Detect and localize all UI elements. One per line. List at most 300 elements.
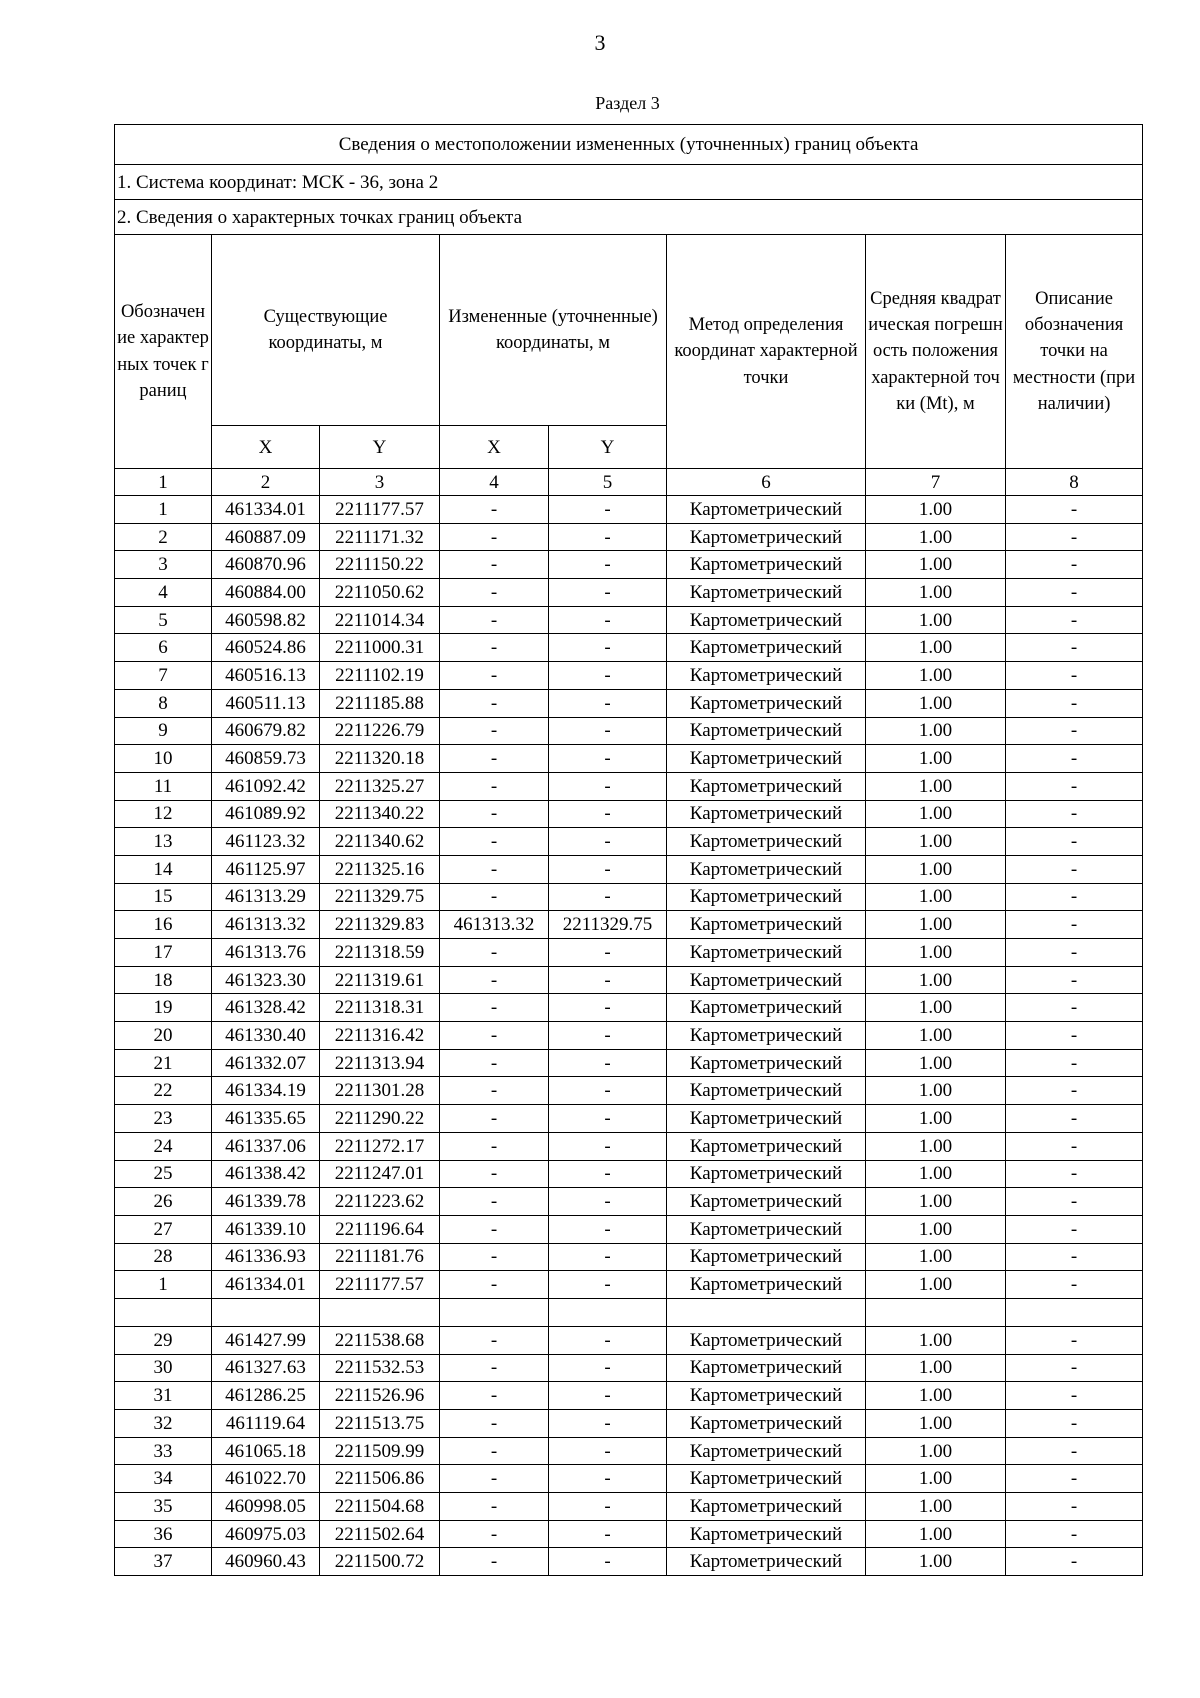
cell-existing-y: 2211000.31 bbox=[320, 634, 440, 662]
cell-description: - bbox=[1006, 1132, 1143, 1160]
cell-changed-x: - bbox=[440, 1077, 549, 1105]
header-designation: Обозначение характерных точек границ bbox=[115, 235, 212, 469]
cell-changed-y: - bbox=[549, 883, 667, 911]
cell-point-id: 14 bbox=[115, 855, 212, 883]
cell-description: - bbox=[1006, 883, 1143, 911]
cell-existing-y: 2211325.27 bbox=[320, 772, 440, 800]
cell-point-id: 15 bbox=[115, 883, 212, 911]
cell-existing-x: 460870.96 bbox=[212, 551, 320, 579]
cell-point-id: 20 bbox=[115, 1022, 212, 1050]
cell-existing-x: 461339.78 bbox=[212, 1188, 320, 1216]
cell-existing-x: 460598.82 bbox=[212, 606, 320, 634]
cell-changed-y: - bbox=[549, 1354, 667, 1382]
cell-method: Картометрический bbox=[667, 745, 866, 773]
cell-error: 1.00 bbox=[866, 1354, 1006, 1382]
cell-changed-x: - bbox=[440, 1548, 549, 1576]
cell-existing-x: 461123.32 bbox=[212, 828, 320, 856]
cell-existing-x: 461330.40 bbox=[212, 1022, 320, 1050]
cell-changed-x: - bbox=[440, 1326, 549, 1354]
cell-description: - bbox=[1006, 1077, 1143, 1105]
cell-description: - bbox=[1006, 662, 1143, 690]
cell-existing-y: 2211226.79 bbox=[320, 717, 440, 745]
cell-method: Картометрический bbox=[667, 523, 866, 551]
cell-error: 1.00 bbox=[866, 551, 1006, 579]
cell-existing-y: 2211509.99 bbox=[320, 1437, 440, 1465]
cell-existing-y: 2211329.83 bbox=[320, 911, 440, 939]
cell-changed-x bbox=[440, 1298, 549, 1326]
cell-description: - bbox=[1006, 1271, 1143, 1299]
cell-existing-x: 461286.25 bbox=[212, 1382, 320, 1410]
column-number-row bbox=[115, 469, 1143, 496]
cell-changed-y: - bbox=[549, 994, 667, 1022]
cell-changed-y: - bbox=[549, 1326, 667, 1354]
cell-point-id: 23 bbox=[115, 1105, 212, 1133]
cell-description: - bbox=[1006, 1493, 1143, 1521]
cell-method: Картометрический bbox=[667, 1160, 866, 1188]
cell-changed-y: - bbox=[549, 828, 667, 856]
cell-error: 1.00 bbox=[866, 883, 1006, 911]
cell-method: Картометрический bbox=[667, 1326, 866, 1354]
cell-changed-y: - bbox=[549, 1160, 667, 1188]
points-info-heading: 2. Сведения о характерных точках границ объекта bbox=[115, 200, 1143, 235]
cell-point-id: 12 bbox=[115, 800, 212, 828]
cell-existing-y: 2211318.59 bbox=[320, 939, 440, 967]
header-changed-coords: Измененные (уточненные) координаты, м bbox=[440, 235, 667, 426]
cell-error: 1.00 bbox=[866, 662, 1006, 690]
cell-point-id: 32 bbox=[115, 1410, 212, 1438]
cell-method: Картометрический bbox=[667, 1188, 866, 1216]
cell-existing-x: 461323.30 bbox=[212, 966, 320, 994]
header-description: Описание обозначения точки на местности (при наличии) bbox=[1006, 235, 1143, 469]
cell-existing-x: 461427.99 bbox=[212, 1326, 320, 1354]
cell-error: 1.00 bbox=[866, 496, 1006, 524]
cell-changed-x: - bbox=[440, 772, 549, 800]
cell-existing-y: 2211340.22 bbox=[320, 800, 440, 828]
cell-existing-y: 2211272.17 bbox=[320, 1132, 440, 1160]
cell-description bbox=[1006, 1298, 1143, 1326]
cell-method: Картометрический bbox=[667, 1548, 866, 1576]
cell-changed-y: - bbox=[549, 1410, 667, 1438]
cell-method: Картометрический bbox=[667, 1493, 866, 1521]
table-row bbox=[115, 772, 1143, 800]
cell-existing-y bbox=[320, 1298, 440, 1326]
cell-point-id: 29 bbox=[115, 1326, 212, 1354]
cell-changed-y: - bbox=[549, 855, 667, 883]
table-row bbox=[115, 1105, 1143, 1133]
cell-description: - bbox=[1006, 717, 1143, 745]
cell-method: Картометрический bbox=[667, 772, 866, 800]
column-number: 6 bbox=[667, 469, 866, 496]
cell-description: - bbox=[1006, 911, 1143, 939]
cell-description: - bbox=[1006, 800, 1143, 828]
table-row bbox=[115, 1243, 1143, 1271]
cell-description: - bbox=[1006, 1022, 1143, 1050]
cell-changed-x: - bbox=[440, 662, 549, 690]
cell-changed-x: - bbox=[440, 634, 549, 662]
cell-error: 1.00 bbox=[866, 855, 1006, 883]
cell-existing-x: 461339.10 bbox=[212, 1215, 320, 1243]
cell-method: Картометрический bbox=[667, 1243, 866, 1271]
header-changed-y: Y bbox=[549, 426, 667, 469]
cell-method: Картометрический bbox=[667, 1465, 866, 1493]
header-changed-x: X bbox=[440, 426, 549, 469]
cell-description: - bbox=[1006, 1049, 1143, 1077]
cell-error: 1.00 bbox=[866, 828, 1006, 856]
cell-point-id: 16 bbox=[115, 911, 212, 939]
cell-changed-y: - bbox=[549, 717, 667, 745]
cell-description: - bbox=[1006, 1105, 1143, 1133]
cell-existing-x: 460511.13 bbox=[212, 689, 320, 717]
cell-method: Картометрический bbox=[667, 994, 866, 1022]
cell-existing-y: 2211340.62 bbox=[320, 828, 440, 856]
cell-method: Картометрический bbox=[667, 1077, 866, 1105]
cell-method bbox=[667, 1298, 866, 1326]
cell-changed-x: - bbox=[440, 579, 549, 607]
cell-existing-y: 2211185.88 bbox=[320, 689, 440, 717]
cell-method: Картометрический bbox=[667, 939, 866, 967]
cell-changed-x: - bbox=[440, 1132, 549, 1160]
cell-existing-y: 2211538.68 bbox=[320, 1326, 440, 1354]
table-row bbox=[115, 1132, 1143, 1160]
boundary-points-table bbox=[114, 124, 1143, 1576]
cell-method: Картометрический bbox=[667, 1215, 866, 1243]
table-row bbox=[115, 523, 1143, 551]
column-number: 4 bbox=[440, 469, 549, 496]
cell-method: Картометрический bbox=[667, 1132, 866, 1160]
cell-description: - bbox=[1006, 939, 1143, 967]
cell-point-id: 17 bbox=[115, 939, 212, 967]
cell-existing-x bbox=[212, 1298, 320, 1326]
cell-error: 1.00 bbox=[866, 745, 1006, 773]
table-row bbox=[115, 1160, 1143, 1188]
cell-description: - bbox=[1006, 1326, 1143, 1354]
cell-point-id: 9 bbox=[115, 717, 212, 745]
section-title: Раздел 3 bbox=[595, 93, 660, 113]
cell-existing-y: 2211506.86 bbox=[320, 1465, 440, 1493]
cell-changed-y: - bbox=[549, 800, 667, 828]
cell-method: Картометрический bbox=[667, 800, 866, 828]
cell-existing-y: 2211319.61 bbox=[320, 966, 440, 994]
cell-existing-x: 460859.73 bbox=[212, 745, 320, 773]
table-row bbox=[115, 1049, 1143, 1077]
cell-error: 1.00 bbox=[866, 1326, 1006, 1354]
cell-changed-x: - bbox=[440, 1188, 549, 1216]
cell-description: - bbox=[1006, 966, 1143, 994]
cell-existing-x: 460884.00 bbox=[212, 579, 320, 607]
cell-error: 1.00 bbox=[866, 800, 1006, 828]
cell-error: 1.00 bbox=[866, 1493, 1006, 1521]
cell-error: 1.00 bbox=[866, 1215, 1006, 1243]
cell-changed-y: - bbox=[549, 1188, 667, 1216]
table-row bbox=[115, 1298, 1143, 1326]
cell-existing-x: 461328.42 bbox=[212, 994, 320, 1022]
cell-existing-y: 2211329.75 bbox=[320, 883, 440, 911]
cell-existing-x: 460887.09 bbox=[212, 523, 320, 551]
table-row bbox=[115, 689, 1143, 717]
table-row bbox=[115, 1465, 1143, 1493]
cell-error: 1.00 bbox=[866, 1132, 1006, 1160]
cell-existing-x: 461338.42 bbox=[212, 1160, 320, 1188]
cell-changed-y: 2211329.75 bbox=[549, 911, 667, 939]
cell-existing-x: 461327.63 bbox=[212, 1354, 320, 1382]
cell-changed-y: - bbox=[549, 1437, 667, 1465]
column-number: 5 bbox=[549, 469, 667, 496]
table-row bbox=[115, 1520, 1143, 1548]
cell-error: 1.00 bbox=[866, 523, 1006, 551]
table-row bbox=[115, 1493, 1143, 1521]
cell-method: Картометрический bbox=[667, 828, 866, 856]
cell-changed-x: - bbox=[440, 1410, 549, 1438]
cell-point-id: 19 bbox=[115, 994, 212, 1022]
table-row bbox=[115, 1410, 1143, 1438]
cell-changed-x: - bbox=[440, 496, 549, 524]
cell-changed-x: 461313.32 bbox=[440, 911, 549, 939]
cell-existing-x: 461334.01 bbox=[212, 1271, 320, 1299]
cell-changed-x: - bbox=[440, 828, 549, 856]
column-number: 1 bbox=[115, 469, 212, 496]
cell-changed-y: - bbox=[549, 551, 667, 579]
cell-point-id: 4 bbox=[115, 579, 212, 607]
table-row bbox=[115, 606, 1143, 634]
table-row bbox=[115, 828, 1143, 856]
cell-changed-y: - bbox=[549, 523, 667, 551]
cell-method: Картометрический bbox=[667, 1410, 866, 1438]
cell-existing-y: 2211504.68 bbox=[320, 1493, 440, 1521]
table-row bbox=[115, 1382, 1143, 1410]
cell-point-id: 6 bbox=[115, 634, 212, 662]
cell-existing-y: 2211318.31 bbox=[320, 994, 440, 1022]
cell-existing-y: 2211301.28 bbox=[320, 1077, 440, 1105]
cell-changed-y: - bbox=[549, 1077, 667, 1105]
cell-existing-y: 2211316.42 bbox=[320, 1022, 440, 1050]
cell-error: 1.00 bbox=[866, 1022, 1006, 1050]
cell-existing-x: 461313.76 bbox=[212, 939, 320, 967]
cell-error: 1.00 bbox=[866, 1243, 1006, 1271]
table-row bbox=[115, 1354, 1143, 1382]
table-row bbox=[115, 800, 1143, 828]
cell-existing-x: 461332.07 bbox=[212, 1049, 320, 1077]
cell-method: Картометрический bbox=[667, 1271, 866, 1299]
cell-description: - bbox=[1006, 689, 1143, 717]
cell-point-id: 22 bbox=[115, 1077, 212, 1105]
cell-changed-y: - bbox=[549, 579, 667, 607]
cell-error: 1.00 bbox=[866, 939, 1006, 967]
cell-error: 1.00 bbox=[866, 1049, 1006, 1077]
cell-point-id: 2 bbox=[115, 523, 212, 551]
cell-error: 1.00 bbox=[866, 1271, 1006, 1299]
header-existing-y: Y bbox=[320, 426, 440, 469]
table-title: Сведения о местоположении измененных (уточненных) границ объекта bbox=[115, 125, 1143, 165]
cell-changed-x: - bbox=[440, 551, 549, 579]
cell-method: Картометрический bbox=[667, 966, 866, 994]
cell-error: 1.00 bbox=[866, 579, 1006, 607]
cell-existing-x: 461313.29 bbox=[212, 883, 320, 911]
cell-error: 1.00 bbox=[866, 1077, 1006, 1105]
cell-error: 1.00 bbox=[866, 966, 1006, 994]
column-number: 8 bbox=[1006, 469, 1143, 496]
table-row bbox=[115, 883, 1143, 911]
cell-existing-y: 2211177.57 bbox=[320, 496, 440, 524]
cell-point-id: 7 bbox=[115, 662, 212, 690]
cell-point-id: 21 bbox=[115, 1049, 212, 1077]
cell-changed-x: - bbox=[440, 606, 549, 634]
cell-existing-x: 461125.97 bbox=[212, 855, 320, 883]
cell-description: - bbox=[1006, 551, 1143, 579]
cell-changed-x: - bbox=[440, 994, 549, 1022]
cell-description: - bbox=[1006, 496, 1143, 524]
cell-changed-y: - bbox=[549, 966, 667, 994]
cell-changed-x: - bbox=[440, 855, 549, 883]
cell-existing-x: 461335.65 bbox=[212, 1105, 320, 1133]
cell-description: - bbox=[1006, 828, 1143, 856]
table-row bbox=[115, 496, 1143, 524]
cell-changed-x: - bbox=[440, 689, 549, 717]
cell-error: 1.00 bbox=[866, 1382, 1006, 1410]
cell-description: - bbox=[1006, 745, 1143, 773]
cell-existing-y: 2211247.01 bbox=[320, 1160, 440, 1188]
cell-existing-x: 461336.93 bbox=[212, 1243, 320, 1271]
cell-changed-y: - bbox=[549, 1548, 667, 1576]
column-number: 3 bbox=[320, 469, 440, 496]
table-row bbox=[115, 966, 1143, 994]
cell-description: - bbox=[1006, 1410, 1143, 1438]
coordinate-system: 1. Система координат: МСК - 36, зона 2 bbox=[115, 165, 1143, 200]
table-row bbox=[115, 939, 1143, 967]
cell-error: 1.00 bbox=[866, 1548, 1006, 1576]
cell-existing-y: 2211171.32 bbox=[320, 523, 440, 551]
table-row bbox=[115, 745, 1143, 773]
cell-existing-x: 460960.43 bbox=[212, 1548, 320, 1576]
cell-error: 1.00 bbox=[866, 1465, 1006, 1493]
cell-error: 1.00 bbox=[866, 1188, 1006, 1216]
cell-description: - bbox=[1006, 1215, 1143, 1243]
cell-existing-y: 2211290.22 bbox=[320, 1105, 440, 1133]
cell-existing-y: 2211325.16 bbox=[320, 855, 440, 883]
cell-changed-x: - bbox=[440, 745, 549, 773]
cell-changed-y: - bbox=[549, 772, 667, 800]
cell-existing-y: 2211513.75 bbox=[320, 1410, 440, 1438]
cell-point-id: 35 bbox=[115, 1493, 212, 1521]
cell-changed-x: - bbox=[440, 1215, 549, 1243]
cell-existing-x: 461334.01 bbox=[212, 496, 320, 524]
cell-method: Картометрический bbox=[667, 606, 866, 634]
cell-changed-y: - bbox=[549, 634, 667, 662]
table-row bbox=[115, 717, 1143, 745]
cell-point-id: 18 bbox=[115, 966, 212, 994]
cell-error bbox=[866, 1298, 1006, 1326]
cell-changed-y: - bbox=[549, 1049, 667, 1077]
cell-changed-x: - bbox=[440, 800, 549, 828]
cell-error: 1.00 bbox=[866, 634, 1006, 662]
column-number: 2 bbox=[212, 469, 320, 496]
table-row bbox=[115, 1437, 1143, 1465]
table-row bbox=[115, 551, 1143, 579]
table-row bbox=[115, 855, 1143, 883]
cell-method: Картометрический bbox=[667, 1382, 866, 1410]
cell-point-id: 3 bbox=[115, 551, 212, 579]
table-row bbox=[115, 1188, 1143, 1216]
cell-changed-y: - bbox=[549, 1465, 667, 1493]
cell-point-id: 26 bbox=[115, 1188, 212, 1216]
cell-method: Картометрический bbox=[667, 883, 866, 911]
cell-existing-x: 460524.86 bbox=[212, 634, 320, 662]
cell-description: - bbox=[1006, 634, 1143, 662]
cell-description: - bbox=[1006, 1160, 1143, 1188]
cell-point-id: 27 bbox=[115, 1215, 212, 1243]
cell-existing-y: 2211526.96 bbox=[320, 1382, 440, 1410]
cell-point-id: 11 bbox=[115, 772, 212, 800]
cell-error: 1.00 bbox=[866, 1105, 1006, 1133]
cell-existing-y: 2211177.57 bbox=[320, 1271, 440, 1299]
cell-existing-y: 2211500.72 bbox=[320, 1548, 440, 1576]
header-error: Средняя квадратическая погрешность положения характерной точки (Mt), м bbox=[866, 235, 1006, 469]
cell-point-id: 31 bbox=[115, 1382, 212, 1410]
cell-changed-y: - bbox=[549, 939, 667, 967]
cell-error: 1.00 bbox=[866, 606, 1006, 634]
cell-method: Картометрический bbox=[667, 634, 866, 662]
cell-description: - bbox=[1006, 1243, 1143, 1271]
column-number: 7 bbox=[866, 469, 1006, 496]
cell-existing-y: 2211532.53 bbox=[320, 1354, 440, 1382]
cell-changed-x: - bbox=[440, 1437, 549, 1465]
table-row bbox=[115, 994, 1143, 1022]
cell-existing-y: 2211223.62 bbox=[320, 1188, 440, 1216]
cell-description: - bbox=[1006, 855, 1143, 883]
cell-changed-y: - bbox=[549, 1022, 667, 1050]
cell-existing-y: 2211102.19 bbox=[320, 662, 440, 690]
cell-method: Картометрический bbox=[667, 662, 866, 690]
cell-point-id: 1 bbox=[115, 496, 212, 524]
cell-error: 1.00 bbox=[866, 1410, 1006, 1438]
cell-point-id: 1 bbox=[115, 1271, 212, 1299]
cell-changed-x: - bbox=[440, 1105, 549, 1133]
cell-existing-y: 2211181.76 bbox=[320, 1243, 440, 1271]
cell-changed-x: - bbox=[440, 1493, 549, 1521]
cell-changed-x: - bbox=[440, 1465, 549, 1493]
header-existing-x: X bbox=[212, 426, 320, 469]
cell-description: - bbox=[1006, 1520, 1143, 1548]
table-row bbox=[115, 1077, 1143, 1105]
table-row bbox=[115, 634, 1143, 662]
table-row bbox=[115, 1271, 1143, 1299]
cell-point-id: 36 bbox=[115, 1520, 212, 1548]
cell-point-id: 8 bbox=[115, 689, 212, 717]
cell-description: - bbox=[1006, 606, 1143, 634]
cell-existing-y: 2211050.62 bbox=[320, 579, 440, 607]
table-row bbox=[115, 579, 1143, 607]
cell-description: - bbox=[1006, 1465, 1143, 1493]
table-row bbox=[115, 1326, 1143, 1354]
cell-method: Картометрический bbox=[667, 689, 866, 717]
page-number: 3 bbox=[594, 30, 606, 55]
cell-point-id: 25 bbox=[115, 1160, 212, 1188]
cell-changed-y: - bbox=[549, 1105, 667, 1133]
cell-changed-y: - bbox=[549, 689, 667, 717]
cell-existing-y: 2211150.22 bbox=[320, 551, 440, 579]
table-row bbox=[115, 662, 1143, 690]
cell-description: - bbox=[1006, 1354, 1143, 1382]
cell-method: Картометрический bbox=[667, 1437, 866, 1465]
cell-point-id: 34 bbox=[115, 1465, 212, 1493]
cell-existing-y: 2211502.64 bbox=[320, 1520, 440, 1548]
cell-method: Картометрический bbox=[667, 1022, 866, 1050]
cell-existing-x: 460679.82 bbox=[212, 717, 320, 745]
cell-description: - bbox=[1006, 1382, 1143, 1410]
cell-description: - bbox=[1006, 1548, 1143, 1576]
cell-changed-x: - bbox=[440, 883, 549, 911]
cell-description: - bbox=[1006, 994, 1143, 1022]
cell-changed-x: - bbox=[440, 1022, 549, 1050]
